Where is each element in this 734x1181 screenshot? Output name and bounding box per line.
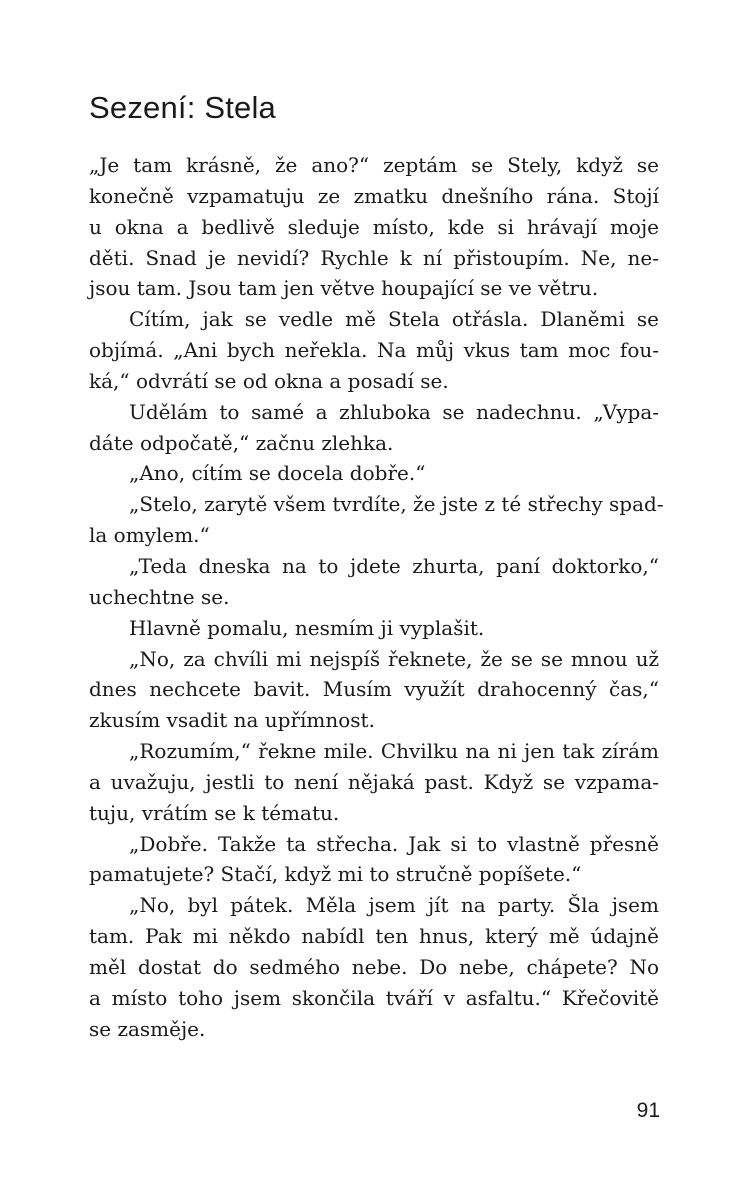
text-line: Udělám to samé a zhluboka se nadechnu. „Vypa-	[129, 399, 659, 424]
text-line: „Ano, cítím se docela dobře.“	[129, 461, 426, 486]
text-line: Cítím, jak se vedle mě Stela otřásla. Dlaněmi se	[129, 307, 659, 332]
text-line: uchechtne se.	[89, 584, 230, 609]
text-line: „Dobře. Takže ta střecha. Jak si to vlastně přesně	[129, 831, 659, 856]
text-line: dnes nechcete bavit. Musím využít drahocenný čas,“	[89, 677, 659, 702]
text-line: a uvažuju, jestli to není nějaká past. Když se vzpama-	[89, 769, 659, 794]
text-line: u okna a bedlivě sleduje místo, kde si hrávají moje	[89, 214, 659, 239]
text-line: a místo toho jsem skončila tváří v asfaltu.“ Křečovitě	[89, 985, 659, 1010]
text-line: „Je tam krásně, že ano?“ zeptám se Stely, když se	[89, 153, 659, 177]
text-line: objímá. „Ani bych neřekla. Na můj vkus tam moc fou-	[89, 338, 659, 363]
text-line: „Teda dneska na to jdete zhurta, paní doktorko,“	[129, 553, 659, 578]
text-line: tam. Pak mi někdo nabídl ten hnus, který mě údajně	[89, 924, 659, 949]
text-line: „Rozumím,“ řekne mile. Chvilku na ni jen tak zírám	[129, 739, 659, 764]
text-line: konečně vzpamatuju ze zmatku dnešního rána. Stojí	[89, 183, 659, 208]
page-number: 91	[636, 1099, 660, 1122]
text-line: se zasměje.	[89, 1016, 206, 1041]
text-line: pamatujete? Stačí, když mi to stručně popíšete.“	[89, 862, 582, 887]
text-line: Hlavně pomalu, nesmím ji vyplašit.	[129, 615, 485, 640]
text-line: tuju, vrátím se k tématu.	[89, 800, 340, 825]
chapter-body-text	[89, 150, 664, 1044]
text-line: „Stelo, zarytě všem tvrdíte, že jste z té střechy spad-	[129, 492, 664, 517]
text-line: „No, za chvíli mi nejspíš řeknete, že se se mnou už	[129, 646, 659, 671]
text-line: děti. Snad je nevidí? Rychle k ní přistoupím. Ne, ne-	[89, 245, 659, 270]
text-line: ká,“ odvrátí se od okna a posadí se.	[89, 368, 449, 393]
text-line: zkusím vsadit na upřímnost.	[89, 708, 375, 733]
text-line: dáte odpočatě,“ začnu zlehka.	[89, 430, 394, 455]
text-line: „No, byl pátek. Měla jsem jít na party. Šla jsem	[129, 893, 659, 918]
text-line: la omylem.“	[89, 523, 210, 548]
chapter-title: Sezení: Stela	[89, 90, 276, 125]
text-line: měl dostat do sedmého nebe. Do nebe, chápete? No	[89, 954, 659, 979]
text-line: jsou tam. Jsou tam jen větve houpající se ve větru.	[89, 276, 599, 301]
